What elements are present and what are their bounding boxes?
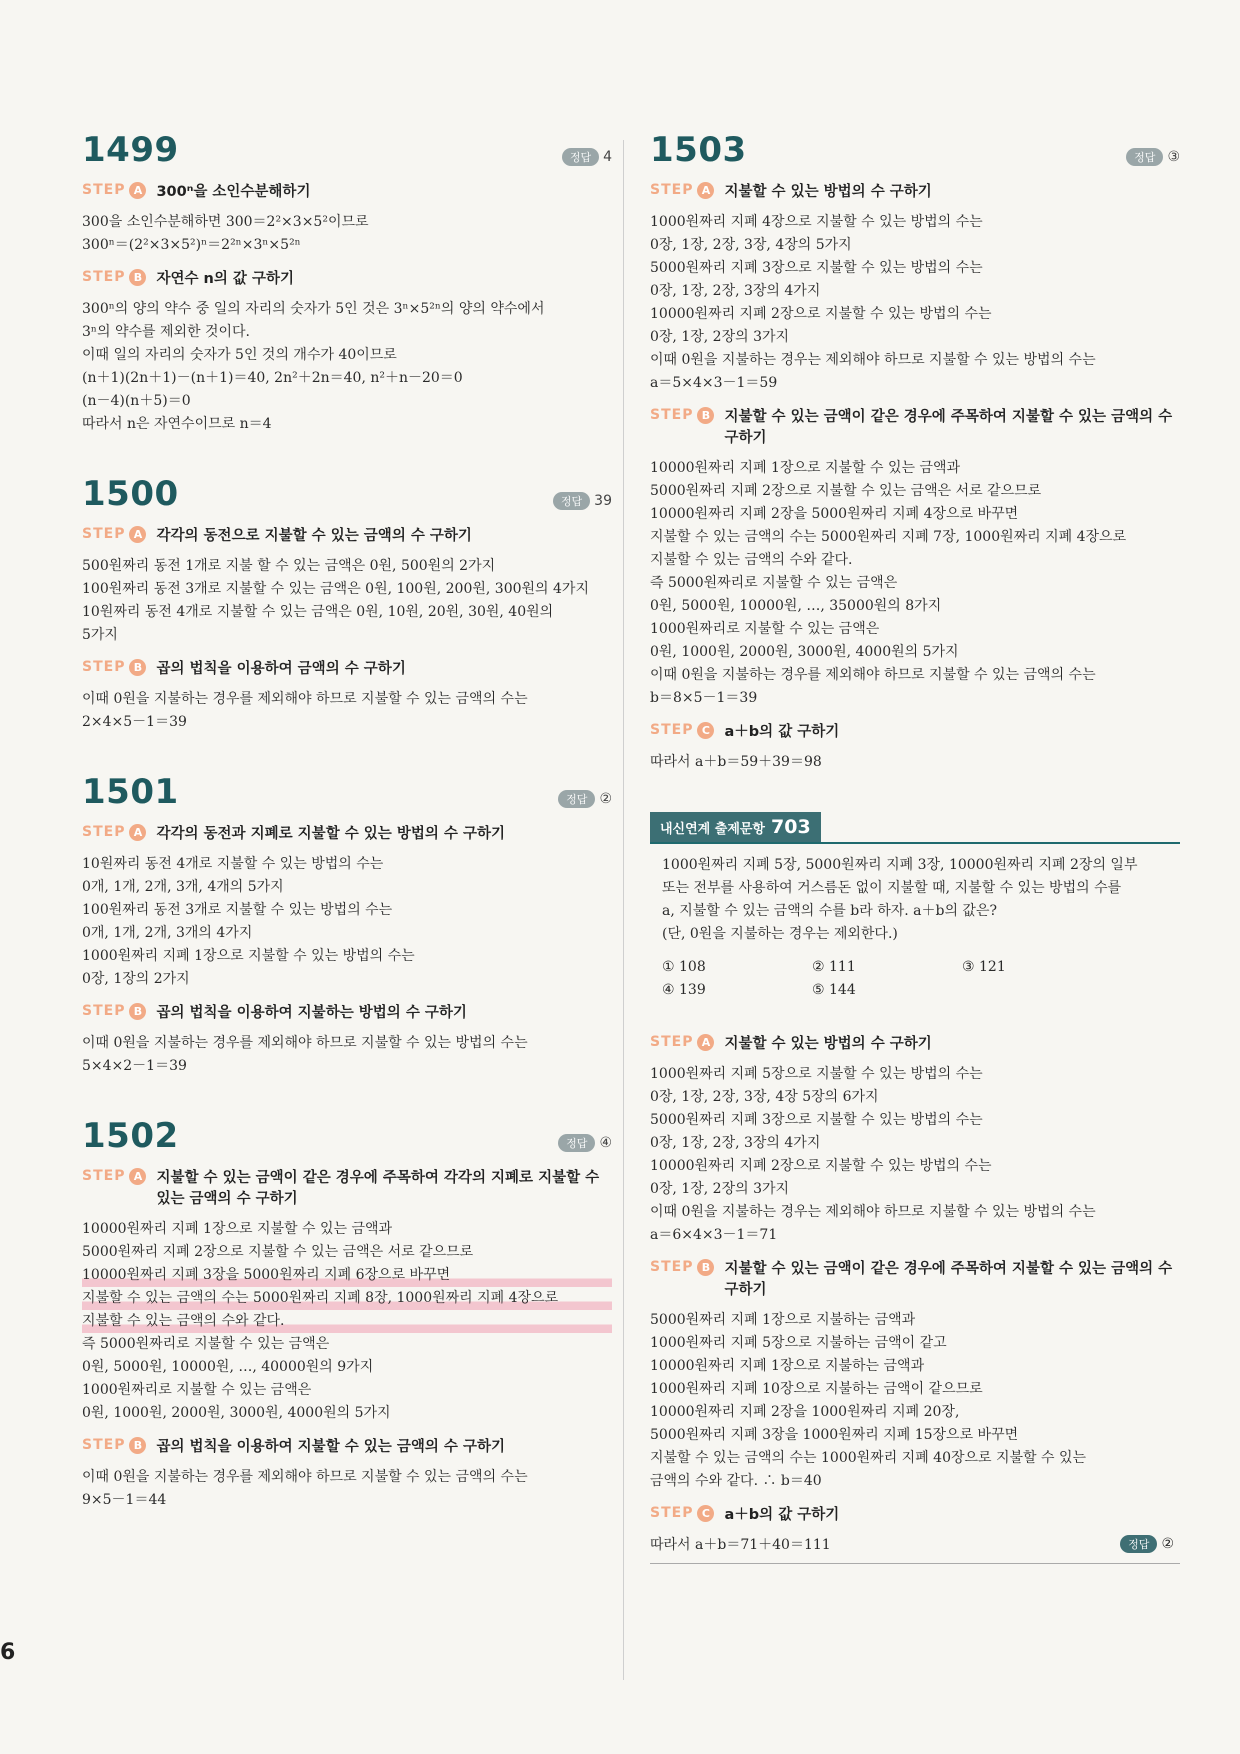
answer-value: 4 (603, 149, 612, 165)
step-label: STEP (650, 182, 694, 198)
solution-line: a＝5×4×3－1＝59 (650, 375, 778, 391)
solution-line: 0원, 5000원, 10000원, …, 40000원의 9가지 (82, 1359, 374, 1375)
step-letter-icon: A (129, 182, 146, 199)
answer-badge (558, 1134, 612, 1152)
box-header (650, 812, 1180, 844)
step-label: STEP (82, 824, 126, 840)
step-header (82, 1437, 612, 1458)
solution-line: 이때 0원을 지불하는 경우는 제외해야 하므로 지불할 수 있는 방법의 수는 (650, 352, 1096, 368)
step-header (82, 659, 612, 680)
solution-line: 지불할 수 있는 금액의 수와 같다. (82, 1310, 612, 1333)
step-header (650, 182, 1180, 203)
choice-item: ② 111 (812, 959, 856, 975)
solution-line: 10000원짜리 지폐 1장으로 지불하는 금액과 (650, 1358, 925, 1374)
solution-line: 즉 5000원짜리로 지불할 수 있는 금액은 (82, 1336, 330, 1352)
step-title: 곱의 법칙을 이용하여 지불하는 방법의 수 구하기 (156, 1005, 467, 1021)
question-line: 1000원짜리 지폐 5장, 5000원짜리 지폐 3장, 10000원짜리 지폐 2장의 일부 (662, 857, 1138, 873)
solution-line: 0장, 1장의 2가지 (82, 971, 190, 987)
solution-line: 10000원짜리 지폐 3장을 5000원짜리 지폐 6장으로 바꾸면 (82, 1264, 612, 1287)
choice-item: ③ 121 (962, 959, 1006, 975)
solution-line: 10000원짜리 지폐 2장으로 지불할 수 있는 방법의 수는 (650, 306, 992, 322)
left-column (82, 130, 612, 1550)
solution-line: 이때 0원을 지불하는 경우는 제외해야 하므로 지불할 수 있는 방법의 수는 (650, 1204, 1096, 1220)
step-letter-icon: A (129, 1168, 146, 1185)
solution-line: 500원짜리 동전 1개로 지불 할 수 있는 금액은 0원, 500원의 2가지 (82, 558, 496, 574)
solution-line: 지불할 수 있는 금액의 수는 5000원짜리 지폐 7장, 1000원짜리 지폐 4장으로 (650, 529, 1127, 545)
step-title: 지불할 수 있는 금액이 같은 경우에 주목하여 지불할 수 있는 금액의 수 구하기 (724, 1261, 1173, 1298)
solution-line: 5000원짜리 지폐 3장으로 지불할 수 있는 방법의 수는 (650, 1112, 983, 1128)
step-letter-icon: A (697, 1034, 714, 1051)
choice-item: ⑤ 144 (812, 982, 856, 998)
step-letter-icon: A (697, 182, 714, 199)
solution-line: 3ⁿ의 약수를 제외한 것이다. (82, 324, 251, 340)
answer-label: 정답 (553, 492, 590, 510)
solution-line: 0원, 5000원, 10000원, …, 35000원의 8가지 (650, 598, 942, 614)
step-letter-icon: B (129, 269, 146, 286)
step-title: 지불할 수 있는 금액이 같은 경우에 주목하여 지불할 수 있는 금액의 수 구하기 (724, 409, 1173, 446)
solution-line: 0개, 1개, 2개, 3개의 4가지 (82, 925, 253, 941)
question-line: 또는 전부를 사용하여 거스름돈 없이 지불할 때, 지불할 수 있는 방법의 수를 (662, 880, 1122, 896)
step-letter-icon: B (129, 1437, 146, 1454)
box-solution (650, 1034, 1180, 1564)
step-title: 지불할 수 있는 방법의 수 구하기 (724, 184, 932, 200)
solution-line: 0장, 1장, 2장, 3장, 4장 5장의 6가지 (650, 1089, 879, 1105)
step-title: 지불할 수 있는 금액이 같은 경우에 주목하여 각각의 지폐로 지불할 수 있는 금액의 수 구하기 (156, 1170, 600, 1207)
step-letter-icon: B (129, 659, 146, 676)
answer-label: 정답 (1126, 148, 1163, 166)
box-body (650, 844, 1180, 1006)
solution-line: 이때 0원을 지불하는 경우를 제외해야 하므로 지불할 수 있는 금액의 수는 (650, 667, 1096, 683)
answer-label: 정답 (558, 1134, 595, 1152)
step-header (82, 526, 612, 547)
problem-number: 1501 (82, 772, 179, 812)
solution-line: 0개, 1개, 2개, 3개, 4개의 5가지 (82, 879, 284, 895)
step-title: a＋b의 값 구하기 (724, 1507, 840, 1523)
problem-block (82, 772, 612, 1078)
question-line: a, 지불할 수 있는 금액의 수를 b라 하자. a＋b의 값은? (662, 903, 997, 919)
solution-line: 10000원짜리 지폐 2장으로 지불할 수 있는 방법의 수는 (650, 1158, 992, 1174)
problem-block (82, 474, 612, 734)
solution-line: 지불할 수 있는 금액의 수와 같다. (650, 552, 853, 568)
choices-row (662, 956, 1168, 979)
answer-label: 정답 (558, 790, 595, 808)
answer-badge (553, 492, 612, 510)
solution-line: 금액의 수와 같다. ∴ b＝40 (650, 1473, 822, 1489)
final-answer-badge (644, 1535, 1174, 1553)
final-answer-value: ② (1161, 1536, 1174, 1552)
step-title: 각각의 동전과 지폐로 지불할 수 있는 방법의 수 구하기 (156, 826, 506, 842)
linked-exam-box (650, 812, 1180, 1006)
answer-badge (558, 790, 612, 808)
solution-line: 10원짜리 동전 4개로 지불할 수 있는 방법의 수는 (82, 856, 384, 872)
solution-line: 즉 5000원짜리로 지불할 수 있는 금액은 (650, 575, 898, 591)
step-title: 곱의 법칙을 이용하여 지불할 수 있는 금액의 수 구하기 (156, 1439, 506, 1455)
choice-item: ④ 139 (662, 982, 706, 998)
step-letter-icon: C (697, 722, 714, 739)
step-title: 자연수 n의 값 구하기 (156, 271, 294, 287)
step-label: STEP (650, 1034, 694, 1050)
problem-number: 1499 (82, 130, 179, 170)
step-label: STEP (82, 1168, 126, 1184)
solution-line: 5×4×2－1＝39 (82, 1058, 187, 1074)
choice-item: ① 108 (662, 959, 706, 975)
answer-badge (562, 148, 612, 166)
step-label: STEP (650, 722, 694, 738)
solution-line: 1000원짜리 지폐 4장으로 지불할 수 있는 방법의 수는 (650, 214, 983, 230)
solution-line: 5000원짜리 지폐 2장으로 지불할 수 있는 금액은 서로 같으므로 (82, 1244, 474, 1260)
page-number: 6 (0, 1640, 16, 1665)
answer-value: ② (599, 791, 612, 807)
problem-block (650, 130, 1180, 774)
problem-number: 1502 (82, 1116, 179, 1156)
step-title: 지불할 수 있는 방법의 수 구하기 (724, 1036, 932, 1052)
solution-line: 1000원짜리 지폐 10장으로 지불하는 금액이 같으므로 (650, 1381, 983, 1397)
step-title: 각각의 동전으로 지불할 수 있는 금액의 수 구하기 (156, 528, 472, 544)
step-header (82, 1168, 612, 1210)
step-label: STEP (82, 526, 126, 542)
solution-line: (n＋1)(2n＋1)－(n＋1)＝40, 2n²＋2n＝40, n²＋n－20＝0 (82, 370, 463, 386)
solution-line: 5000원짜리 지폐 3장을 1000원짜리 지폐 15장으로 바꾸면 (650, 1427, 1019, 1443)
solution-line: 10000원짜리 지폐 1장으로 지불할 수 있는 금액과 (650, 460, 961, 476)
step-header (82, 182, 612, 203)
solution-line: 이때 일의 자리의 숫자가 5인 것의 개수가 40이므로 (82, 347, 397, 363)
step-label: STEP (82, 659, 126, 675)
problem-number: 1503 (650, 130, 747, 170)
step-letter-icon: A (129, 824, 146, 841)
solution-line: 지불할 수 있는 금액의 수는 5000원짜리 지폐 8장, 1000원짜리 지폐 4장으로 (82, 1287, 612, 1310)
step-header (82, 824, 612, 845)
solution-line: (n－4)(n＋5)＝0 (82, 393, 191, 409)
choices-row (662, 979, 1168, 1002)
solution-line: 300ⁿ＝(2²×3×5²)ⁿ＝2²ⁿ×3ⁿ×5²ⁿ (82, 237, 301, 253)
solution-line: a＝6×4×3－1＝71 (650, 1227, 778, 1243)
answer-label: 정답 (562, 148, 599, 166)
step-letter-icon: B (697, 407, 714, 424)
step-letter-icon: C (697, 1505, 714, 1522)
step-header (82, 269, 612, 290)
answer-value: ③ (1167, 149, 1180, 165)
box-tag-text: 내신연계 출제문항 (660, 822, 765, 837)
solution-line: 0장, 1장, 2장의 3가지 (650, 1181, 790, 1197)
step-label: STEP (82, 182, 126, 198)
solution-line: 300을 소인수분해하면 300＝2²×3×5²이므로 (82, 214, 369, 230)
solution-line: 0장, 1장, 2장, 3장, 4장의 5가지 (650, 237, 852, 253)
step-header (650, 1259, 1180, 1301)
solution-line: 5가지 (82, 627, 118, 643)
solution-line: 5000원짜리 지폐 1장으로 지불하는 금액과 (650, 1312, 916, 1328)
solution-line: 0원, 1000원, 2000원, 3000원, 4000원의 5가지 (650, 644, 959, 660)
solution-line: 9×5－1＝44 (82, 1492, 167, 1508)
question-line: (단, 0원을 지불하는 경우는 제외한다.) (662, 926, 898, 942)
step-label: STEP (82, 1003, 126, 1019)
solution-line: 0장, 1장, 2장, 3장의 4가지 (650, 1135, 821, 1151)
right-column (650, 130, 1180, 1602)
solution-line: 0장, 1장, 2장의 3가지 (650, 329, 790, 345)
step-title: a＋b의 값 구하기 (724, 724, 840, 740)
step-header (650, 1505, 1180, 1526)
bottom-rule (650, 1563, 1180, 1564)
step-header (650, 407, 1180, 449)
answer-value: 39 (594, 493, 612, 509)
solution-line: 이때 0원을 지불하는 경우를 제외해야 하므로 지불할 수 있는 금액의 수는 (82, 691, 528, 707)
solution-line: 1000원짜리로 지불할 수 있는 금액은 (82, 1382, 312, 1398)
solution-line: 5000원짜리 지폐 2장으로 지불할 수 있는 금액은 서로 같으므로 (650, 483, 1042, 499)
solution-line: 10000원짜리 지폐 1장으로 지불할 수 있는 금액과 (82, 1221, 393, 1237)
solution-line: 0원, 1000원, 2000원, 3000원, 4000원의 5가지 (82, 1405, 391, 1421)
answer-badge (1126, 148, 1180, 166)
step-letter-icon: A (129, 526, 146, 543)
step-title: 300ⁿ을 소인수분해하기 (156, 184, 311, 200)
solution-line: 100원짜리 동전 3개로 지불할 수 있는 방법의 수는 (82, 902, 393, 918)
step-label: STEP (650, 1505, 694, 1521)
solution-line: 1000원짜리 지폐 5장으로 지불하는 금액이 같고 (650, 1335, 947, 1351)
solution-line: 1000원짜리 지폐 1장으로 지불할 수 있는 방법의 수는 (82, 948, 415, 964)
step-label: STEP (650, 407, 694, 423)
answer-value: ④ (599, 1135, 612, 1151)
solution-line: 10원짜리 동전 4개로 지불할 수 있는 금액은 0원, 10원, 20원, 30원, 40원의 (82, 604, 554, 620)
solution-line: 따라서 a＋b＝71＋40＝111 (650, 1537, 831, 1553)
solution-line: 10000원짜리 지폐 2장을 1000원짜리 지폐 20장, (650, 1404, 960, 1420)
step-header (650, 1034, 1180, 1055)
solution-line: 5000원짜리 지폐 3장으로 지불할 수 있는 방법의 수는 (650, 260, 983, 276)
box-tag-number: 703 (771, 816, 811, 838)
step-title: 곱의 법칙을 이용하여 금액의 수 구하기 (156, 661, 406, 677)
solution-line: 100원짜리 동전 3개로 지불할 수 있는 금액은 0원, 100원, 200원, 300원의 4가지 (82, 581, 589, 597)
solution-line: 지불할 수 있는 금액의 수는 1000원짜리 지폐 40장으로 지불할 수 있는 (650, 1450, 1087, 1466)
solution-line: 0장, 1장, 2장, 3장의 4가지 (650, 283, 821, 299)
solution-line: 1000원짜리로 지불할 수 있는 금액은 (650, 621, 880, 637)
step-label: STEP (82, 1437, 126, 1453)
column-divider (623, 140, 624, 1680)
final-answer-label: 정답 (1120, 1535, 1157, 1553)
solution-line: 따라서 n은 자연수이므로 n＝4 (82, 416, 272, 432)
step-letter-icon: B (129, 1003, 146, 1020)
solution-line: 300ⁿ의 양의 약수 중 일의 자리의 숫자가 5인 것은 3ⁿ×5²ⁿ의 양의 약수에서 (82, 301, 545, 317)
step-header (82, 1003, 612, 1024)
step-label: STEP (82, 269, 126, 285)
step-header (650, 722, 1180, 743)
solution-line: 이때 0원을 지불하는 경우를 제외해야 하므로 지불할 수 있는 금액의 수는 (82, 1469, 528, 1485)
problem-block (82, 1116, 612, 1512)
problem-number: 1500 (82, 474, 179, 514)
solution-line: b＝8×5－1＝39 (650, 690, 758, 706)
solution-line: 따라서 a＋b＝59＋39＝98 (650, 754, 822, 770)
solution-line: 10000원짜리 지폐 2장을 5000원짜리 지폐 4장으로 바꾸면 (650, 506, 1019, 522)
solution-line: 2×4×5－1＝39 (82, 714, 187, 730)
solution-line: 이때 0원을 지불하는 경우를 제외해야 하므로 지불할 수 있는 방법의 수는 (82, 1035, 528, 1051)
box-tag (650, 812, 821, 842)
step-label: STEP (650, 1259, 694, 1275)
step-letter-icon: B (697, 1259, 714, 1276)
solution-line: 1000원짜리 지폐 5장으로 지불할 수 있는 방법의 수는 (650, 1066, 983, 1082)
problem-block (82, 130, 612, 436)
